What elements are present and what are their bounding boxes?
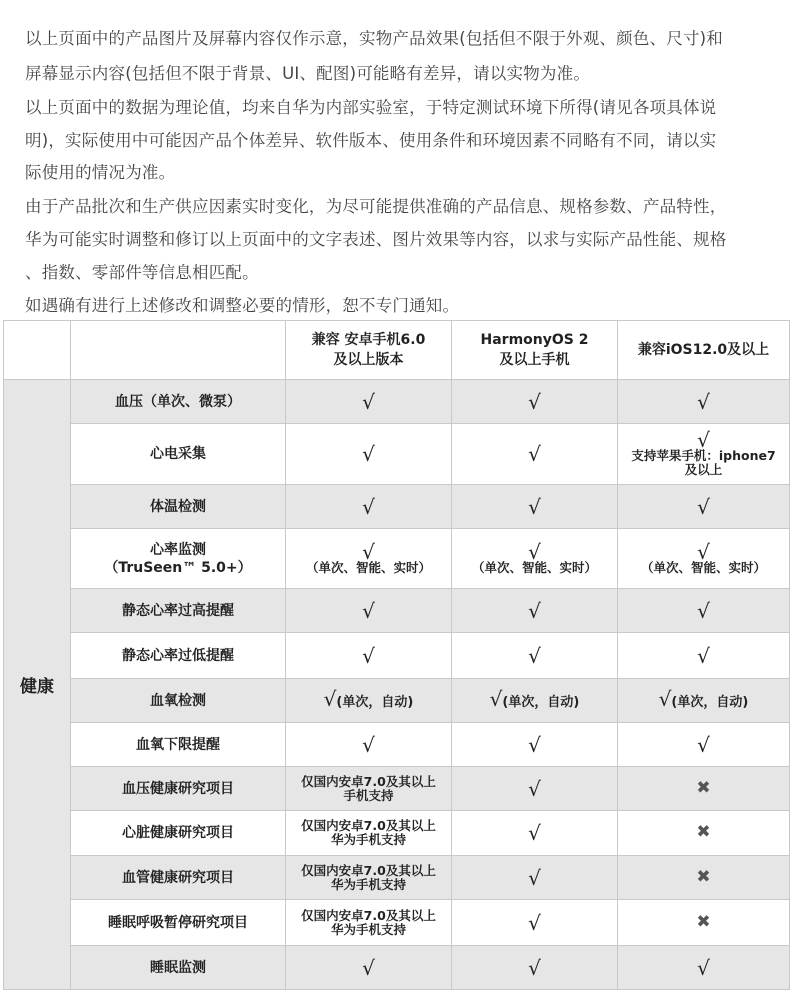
checkmark-icon: √ [697, 539, 710, 564]
table-header-row [4, 321, 790, 380]
harmony-cell [452, 380, 618, 424]
feature-cell: 血氧检测 [71, 679, 286, 723]
mode-note: （单次、智能、实时） [640, 559, 766, 575]
feature-cell [71, 529, 286, 589]
harmony-cell [452, 856, 618, 900]
checkmark-icon: √ [362, 643, 375, 668]
table-row [4, 767, 790, 811]
checkmark-icon: √ [528, 539, 541, 564]
note-line: 际使用的情况为准。 [25, 163, 176, 182]
android-note: 仅国内安卓7.0及其以上 [301, 907, 436, 923]
category-cell: 健康 [4, 380, 71, 990]
table-row [4, 811, 790, 856]
table-row [4, 723, 790, 767]
feature-cell: 血氧下限提醒 [71, 723, 286, 767]
note-line: 、指数、零部件等信息相匹配。 [25, 263, 259, 282]
ios-cell [618, 424, 790, 485]
checkmark-icon: √ [528, 442, 541, 466]
feature-cell: 血管健康研究项目 [71, 856, 286, 900]
harmony-cell [452, 900, 618, 946]
checkmark-icon: √ [528, 776, 541, 801]
note-line: 华为可能实时调整和修订以上页面中的文字表述、图片效果等内容，以求与实际产品性能、规格 [25, 230, 727, 249]
ios-cell [618, 380, 790, 424]
checkmark-icon: √ [528, 598, 541, 623]
checkmark-icon: √ [697, 494, 710, 519]
checkmark-icon: √ [362, 494, 375, 519]
note-line: 以上页面中的产品图片及屏幕内容仅作示意，实物产品效果(包括但不限于外观、颜色、尺寸)和 [25, 29, 723, 48]
android-cell [286, 767, 452, 811]
android-note: 仅国内安卓7.0及其以上 [301, 818, 436, 833]
table-row [4, 856, 790, 900]
ios-cell [618, 485, 790, 529]
feature-cell: 血压健康研究项目 [71, 767, 286, 811]
android-note: 仅国内安卓7.0及其以上 [301, 862, 436, 878]
header-empty-category [4, 321, 71, 380]
note-line: 如遇确有进行上述修改和调整必要的情形，恕不专门通知。 [25, 296, 460, 315]
android-cell [286, 424, 452, 485]
feature-cell: 心脏健康研究项目 [71, 811, 286, 856]
header-harmony-line2: 及以上手机 [499, 352, 570, 368]
checkmark-icon: √ [362, 955, 375, 980]
ios-cell [618, 811, 790, 856]
android-cell [286, 946, 452, 990]
android-cell [286, 723, 452, 767]
header-empty-feature [71, 321, 286, 380]
checkmark-icon: √ [697, 428, 710, 452]
compatibility-table [3, 320, 790, 990]
table-row [4, 485, 790, 529]
android-cell [286, 856, 452, 900]
checkmark-icon: √ [528, 865, 541, 890]
ios-cell [618, 529, 790, 589]
header-ios: 兼容iOS12.0及以上 [618, 321, 790, 380]
checkmark-icon: √ [528, 821, 541, 845]
checkmark-icon: √ [528, 955, 541, 980]
checkmark-icon: √ [362, 732, 375, 757]
table-row [4, 589, 790, 633]
header-android-line1: 兼容 安卓手机6.0 [311, 332, 426, 348]
header-android-line2: 及以上版本 [333, 352, 404, 368]
checkmark-icon: √ [697, 643, 710, 668]
note-line: 由于产品批次和生产供应因素实时变化，为尽可能提供准确的产品信息、规格参数、产品特性， [25, 197, 727, 216]
header-harmony-line1: HarmonyOS 2 [480, 332, 589, 348]
table-row [4, 633, 790, 679]
ios-note: 支持苹果手机：iphone7 [631, 448, 776, 463]
feature-label: 心率监测 [150, 541, 206, 558]
checkmark-icon: √ [528, 732, 541, 757]
feature-cell: 静态心率过高提醒 [71, 589, 286, 633]
checkmark-icon: √ [489, 686, 503, 711]
feature-cell: 静态心率过低提醒 [71, 633, 286, 679]
checkmark-icon: √ [528, 494, 541, 519]
feature-cell: 睡眠监测 [71, 946, 286, 990]
android-cell [286, 380, 452, 424]
mode-note: （单次、智能、实时） [471, 559, 597, 575]
checkmark-icon: √ [362, 539, 375, 564]
harmony-cell [452, 633, 618, 679]
checkmark-icon: √ [528, 910, 541, 935]
android-note: 华为手机支持 [330, 832, 406, 847]
note-line: 明)，实际使用中可能因产品个体差异、软件版本、使用条件和环境因素不同略有不同，请以实 [25, 131, 717, 150]
harmony-cell [452, 679, 618, 723]
checkmark-icon: √ [362, 442, 375, 466]
harmony-cell [452, 424, 618, 485]
harmony-cell [452, 946, 618, 990]
ios-cell [618, 856, 790, 900]
feature-sublabel: （TruSeen™ 5.0+） [104, 559, 252, 576]
checkmark-icon: √ [528, 389, 541, 414]
cross-icon: ✖ [696, 911, 711, 932]
checkmark-icon: √ [323, 686, 337, 711]
android-note: 仅国内安卓7.0及其以上 [301, 773, 436, 789]
checkmark-icon: √ [697, 955, 710, 980]
android-cell [286, 679, 452, 723]
note-line: 屏幕显示内容(包括但不限于背景、UI、配图)可能略有差异，请以实物为准。 [25, 64, 591, 83]
feature-cell: 睡眠呼吸暂停研究项目 [71, 900, 286, 946]
spo2-mode-note: (单次，自动) [671, 694, 749, 710]
cross-icon: ✖ [696, 777, 711, 798]
cross-icon: ✖ [696, 866, 711, 887]
android-note: 华为手机支持 [330, 921, 406, 937]
checkmark-icon: √ [697, 598, 710, 623]
note-line: 以上页面中的数据为理论值，均来自华为内部实验室，于特定测试环境下所得(请见各项具体说 [25, 98, 717, 117]
checkmark-icon: √ [658, 686, 672, 711]
checkmark-icon: √ [362, 389, 375, 414]
android-cell [286, 485, 452, 529]
table-row [4, 424, 790, 485]
table-row [4, 946, 790, 990]
header-harmony [452, 321, 618, 380]
ios-cell [618, 633, 790, 679]
checkmark-icon: √ [697, 732, 710, 757]
android-cell [286, 900, 452, 946]
checkmark-icon: √ [697, 389, 710, 414]
spo2-mode-note: (单次，自动) [502, 694, 580, 710]
android-cell [286, 633, 452, 679]
cross-icon: ✖ [696, 822, 711, 842]
feature-cell: 心电采集 [71, 424, 286, 485]
ios-cell [618, 767, 790, 811]
table-row [4, 900, 790, 946]
ios-cell [618, 589, 790, 633]
table-row [4, 529, 790, 589]
harmony-cell [452, 723, 618, 767]
ios-cell [618, 679, 790, 723]
feature-cell: 血压（单次、微泵） [71, 380, 286, 424]
android-cell [286, 811, 452, 856]
harmony-cell [452, 485, 618, 529]
spo2-mode-note: (单次，自动) [336, 694, 414, 710]
mode-note: （单次、智能、实时） [305, 559, 431, 575]
ios-cell [618, 900, 790, 946]
header-android [286, 321, 452, 380]
harmony-cell [452, 767, 618, 811]
ios-note: 及以上 [684, 462, 723, 477]
ios-cell [618, 946, 790, 990]
harmony-cell [452, 811, 618, 856]
android-note: 华为手机支持 [330, 876, 406, 892]
harmony-cell [452, 589, 618, 633]
android-cell [286, 589, 452, 633]
checkmark-icon: √ [362, 598, 375, 623]
harmony-cell [452, 529, 618, 589]
android-cell [286, 529, 452, 589]
android-note: 手机支持 [343, 787, 394, 803]
table-row [4, 380, 790, 424]
ios-cell [618, 723, 790, 767]
checkmark-icon: √ [528, 643, 541, 668]
feature-cell: 体温检测 [71, 485, 286, 529]
table-row [4, 679, 790, 723]
